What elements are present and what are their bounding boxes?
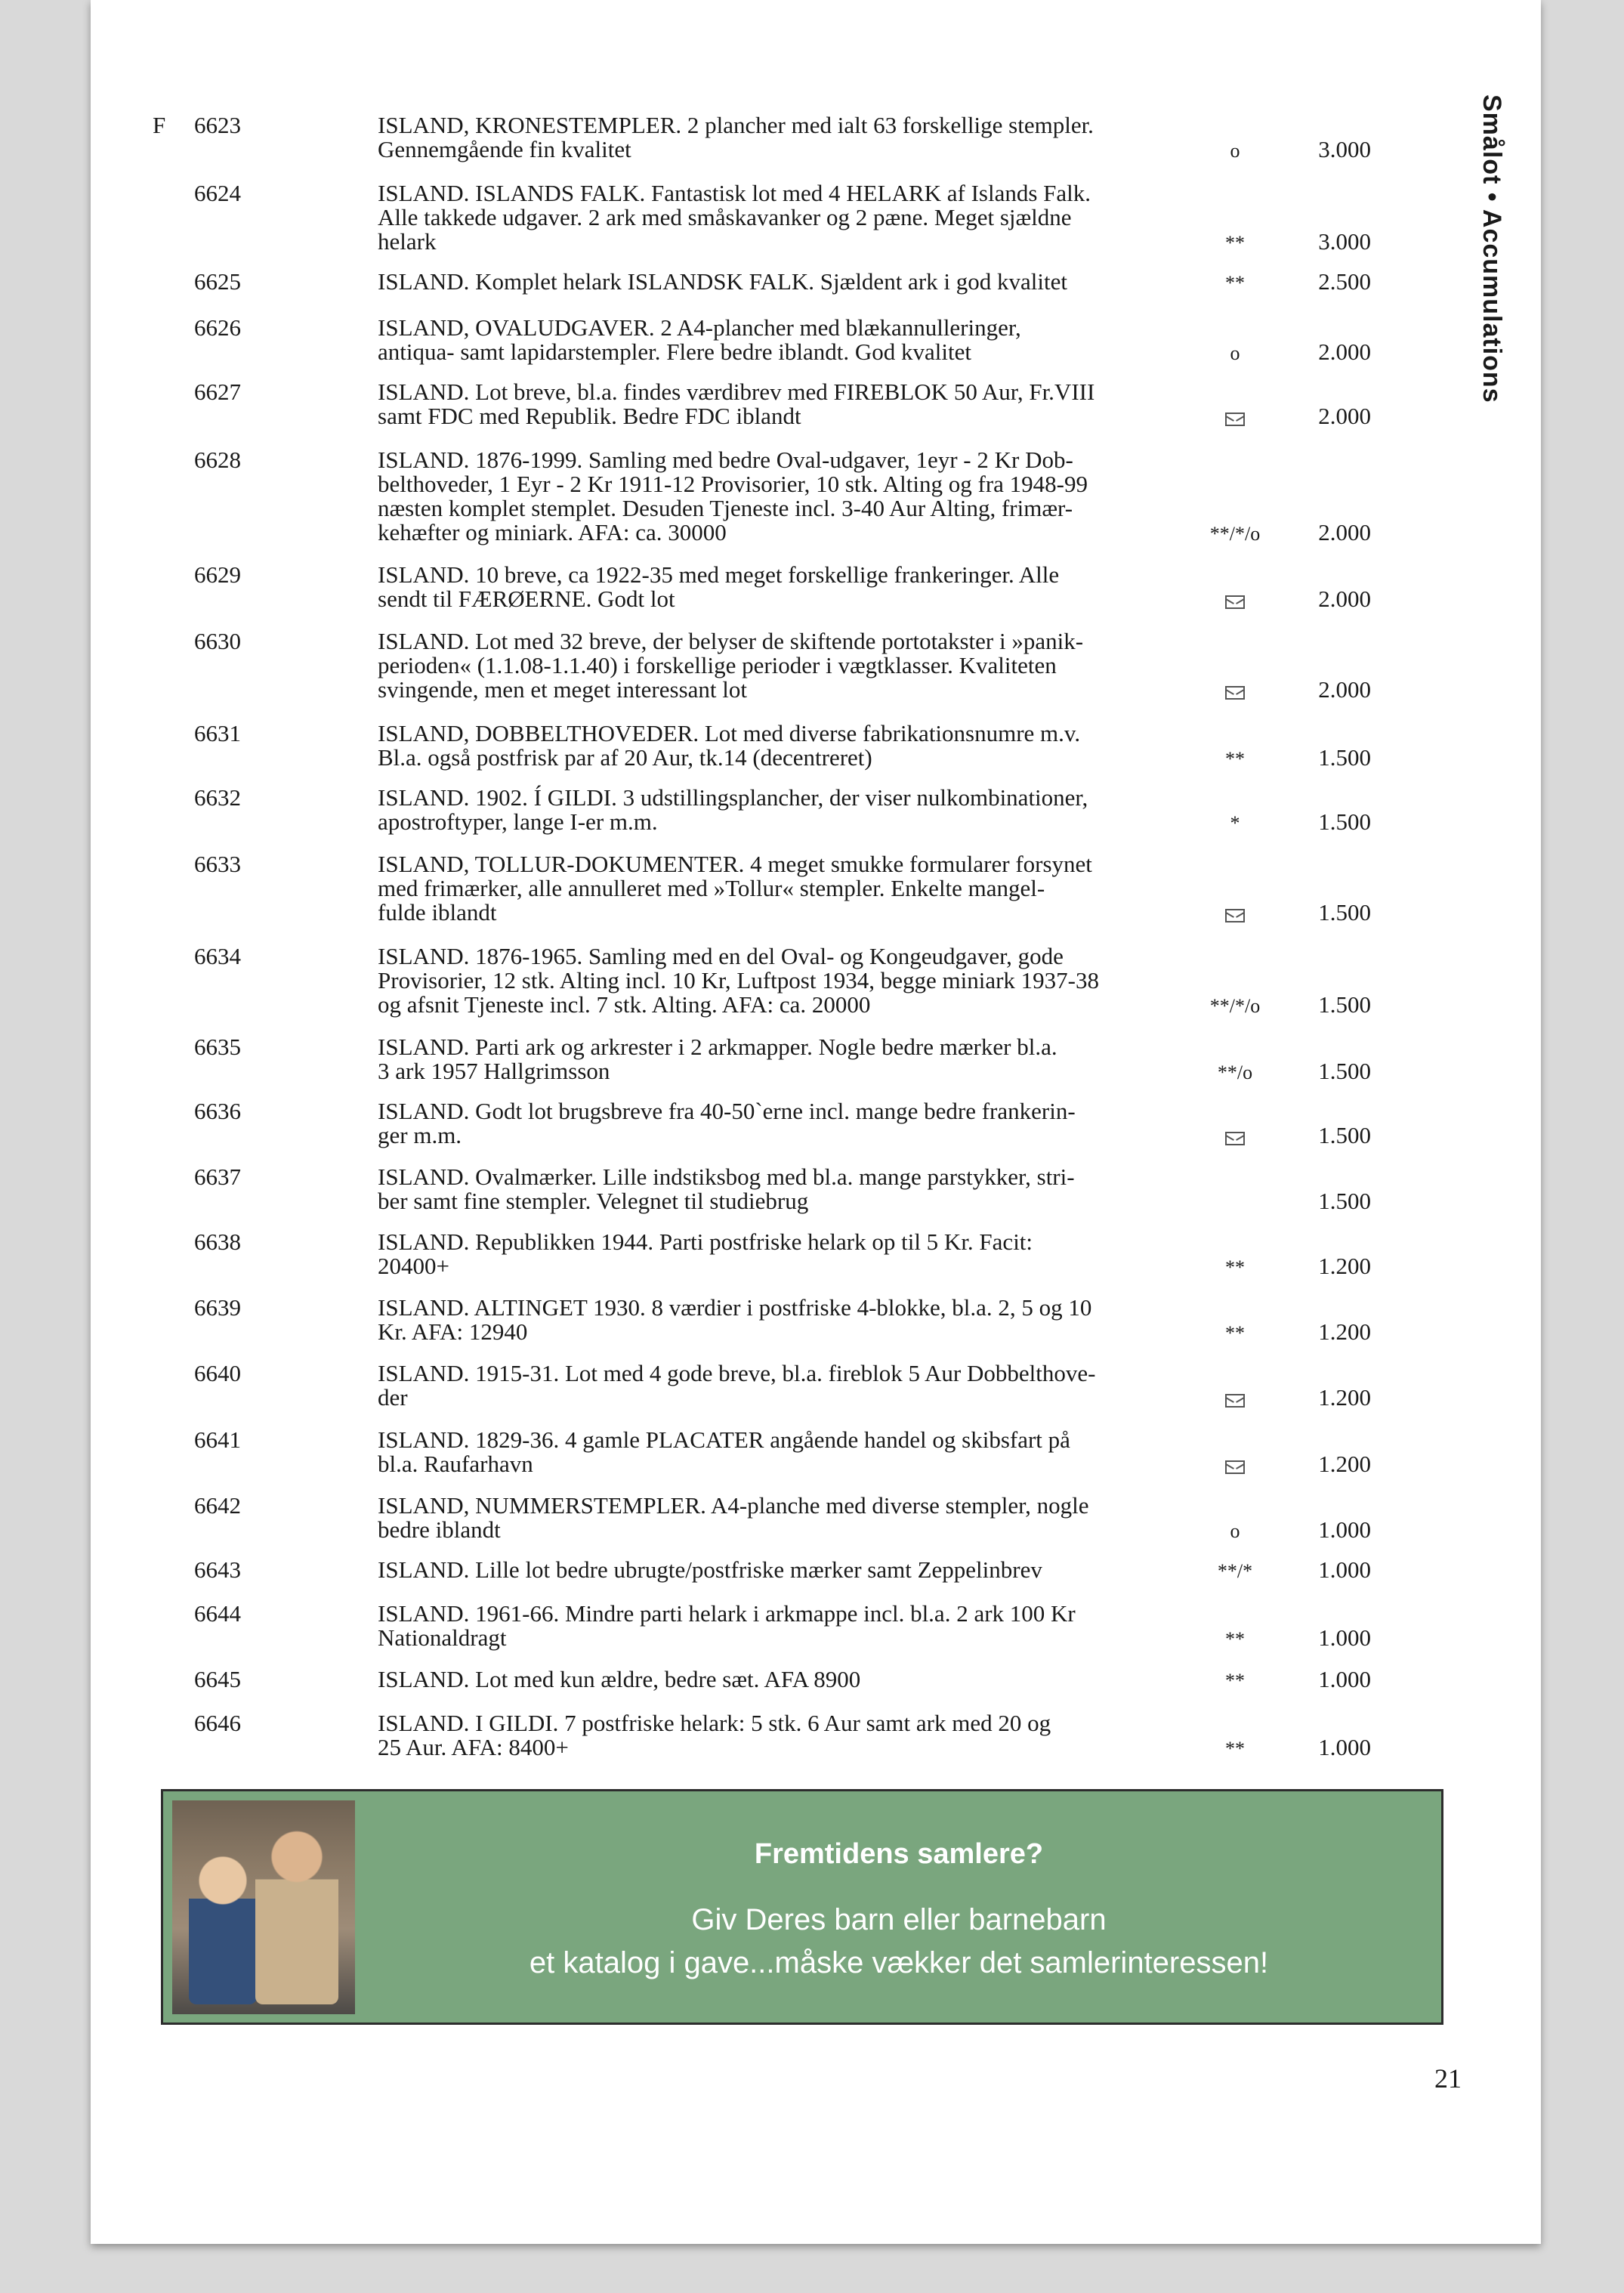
lot-description-line: ISLAND. ALTINGET 1930. 8 værdier i postfriske 4-blokke, bl.a. 2, 5 og 10 xyxy=(378,1294,1092,1321)
lot-description xyxy=(378,448,1303,545)
promo-banner xyxy=(161,1789,1443,2025)
lot-description xyxy=(378,1035,1303,1083)
banner-line-2: et katalog i gave...måske vækker det samlerinteressen! xyxy=(529,1946,1269,1979)
lot-description xyxy=(378,1602,1303,1650)
lot-condition: o xyxy=(1230,140,1240,162)
cover-envelope-icon xyxy=(1190,406,1280,430)
lot-description xyxy=(378,1667,1303,1692)
lot-price: 2.500 xyxy=(1318,268,1371,295)
lot-price: 2.000 xyxy=(1318,403,1371,429)
lot-price: 2.000 xyxy=(1318,338,1371,365)
lot-price: 2.000 xyxy=(1318,676,1371,703)
lot-number: 6634 xyxy=(194,943,241,969)
cover-envelope-icon xyxy=(1190,1454,1280,1478)
lot-description-line: ISLAND. 1915-31. Lot med 4 gode breve, bl.a. fireblok 5 Aur Dobbelthove- xyxy=(378,1360,1096,1386)
lot-description xyxy=(378,270,1303,294)
lot-condition: **/*/o xyxy=(1209,995,1261,1017)
lot-description-line: Kr. AFA: 12940 xyxy=(378,1318,528,1345)
lot-price: 3.000 xyxy=(1318,136,1371,162)
lot-price: 1.500 xyxy=(1318,991,1371,1018)
lot-price: 1.000 xyxy=(1318,1624,1371,1651)
lot-description xyxy=(378,1296,1303,1344)
lot-description xyxy=(378,181,1303,254)
lot-description-line: ISLAND, NUMMERSTEMPLER. A4-planche med diverse stempler, nogle xyxy=(378,1492,1089,1519)
lot-price: 1.200 xyxy=(1318,1451,1371,1477)
lot-description-line: ISLAND. Ovalmærker. Lille indstiksbog med bl.a. mange parstykker, stri- xyxy=(378,1163,1075,1190)
lot-description-line: Gennemgående fin kvalitet xyxy=(378,136,631,162)
lot-price: 1.000 xyxy=(1318,1666,1371,1692)
lot-description xyxy=(378,852,1303,925)
lot-description xyxy=(378,1361,1303,1410)
lot-description-line: ISLAND. Parti ark og arkrester i 2 arkmapper. Nogle bedre mærker bl.a. xyxy=(378,1034,1057,1060)
lot-price: 1.500 xyxy=(1318,744,1371,771)
lot-description-line: Alle takkede udgaver. 2 ark med småskavanker og 2 pæne. Meget sjældne xyxy=(378,204,1072,230)
lot-condition: ** xyxy=(1225,1628,1245,1650)
lot-number: 6643 xyxy=(194,1556,241,1583)
lot-description-line: ISLAND. ISLANDS FALK. Fantastisk lot med 4 HELARK af Islands Falk. xyxy=(378,180,1091,206)
lot-number: 6638 xyxy=(194,1228,241,1255)
lot-price: 1.000 xyxy=(1318,1516,1371,1543)
lot-description xyxy=(378,722,1303,770)
lot-number: 6636 xyxy=(194,1098,241,1124)
lot-condition: ** xyxy=(1225,1256,1245,1278)
lot-number: 6635 xyxy=(194,1034,241,1060)
lot-description-line: sendt til FÆRØERNE. Godt lot xyxy=(378,586,675,612)
cover-envelope-icon xyxy=(1190,1387,1280,1411)
lot-description xyxy=(378,944,1303,1017)
lot-description-line: belthoveder, 1 Eyr - 2 Kr 1911-12 Provisorier, 10 stk. Alting og fra 1948-99 xyxy=(378,471,1088,497)
lot-description-line: ISLAND. 1902. Í GILDI. 3 udstillingsplancher, der viser nulkombinationer, xyxy=(378,784,1088,811)
lot-description-line: antiqua- samt lapidarstempler. Flere bedre iblandt. God kvalitet xyxy=(378,338,971,365)
lot-price: 1.500 xyxy=(1318,1058,1371,1084)
lot-description-line: 25 Aur. AFA: 8400+ xyxy=(378,1734,569,1760)
lot-description-line: samt FDC med Republik. Bedre FDC iblandt xyxy=(378,403,801,429)
lot-number: 6646 xyxy=(194,1710,241,1736)
lot-description-line: Provisorier, 12 stk. Alting incl. 10 Kr, Luftpost 1934, begge miniark 1937-38 xyxy=(378,967,1099,994)
lot-number: 6645 xyxy=(194,1666,241,1692)
lot-description xyxy=(378,1558,1303,1582)
lot-price: 1.500 xyxy=(1318,899,1371,926)
lot-number: 6628 xyxy=(194,447,241,473)
lot-flag: F xyxy=(153,112,166,138)
lot-price: 2.000 xyxy=(1318,519,1371,545)
lot-price: 1.500 xyxy=(1318,1122,1371,1148)
lot-description-line: og afsnit Tjeneste incl. 7 stk. Alting. AFA: ca. 20000 xyxy=(378,991,871,1018)
lot-number: 6640 xyxy=(194,1360,241,1386)
lot-description-line: ISLAND. Lille lot bedre ubrugte/postfriske mærker samt Zeppelinbrev xyxy=(378,1556,1042,1583)
lot-description-line: kehæfter og miniark. AFA: ca. 30000 xyxy=(378,519,727,545)
lot-description-line: ISLAND. 1876-1965. Samling med en del Oval- og Kongeudgaver, gode xyxy=(378,943,1064,969)
banner-line-1: Giv Deres barn eller barnebarn xyxy=(691,1903,1107,1936)
lot-description xyxy=(378,316,1303,364)
lot-description-line: svingende, men et meget interessant lot xyxy=(378,676,747,703)
lot-price: 1.500 xyxy=(1318,1188,1371,1214)
lot-condition: * xyxy=(1230,812,1240,834)
lot-description-line: ISLAND. I GILDI. 7 postfriske helark: 5 stk. 6 Aur samt ark med 20 og xyxy=(378,1710,1051,1736)
lot-description-line: helark xyxy=(378,228,437,255)
lot-condition: **/o xyxy=(1217,1062,1253,1083)
lot-description-line: ISLAND. 1961-66. Mindre parti helark i arkmappe incl. bl.a. 2 ark 100 Kr xyxy=(378,1600,1076,1627)
cover-envelope-icon xyxy=(1190,1125,1280,1149)
photo-child-boy xyxy=(255,1831,338,2004)
lot-description-line: perioden« (1.1.08-1.1.40) i forskellige perioder i vægtklasser. Kvaliteten xyxy=(378,652,1057,678)
lot-description-line: ISLAND. 10 breve, ca 1922-35 med meget forskellige frankeringer. Alle xyxy=(378,561,1060,588)
lot-number: 6639 xyxy=(194,1294,241,1321)
lot-number: 6624 xyxy=(194,180,241,206)
lot-description-line: næsten komplet stemplet. Desuden Tjeneste incl. 3-40 Aur Alting, frimær- xyxy=(378,495,1073,521)
lot-description xyxy=(378,1711,1303,1760)
lot-price: 1.200 xyxy=(1318,1318,1371,1345)
banner-title: Fremtidens samlere? xyxy=(754,1838,1044,1870)
lot-condition: ** xyxy=(1225,1738,1245,1760)
lot-description-line: bedre iblandt xyxy=(378,1516,501,1543)
lot-price: 2.000 xyxy=(1318,586,1371,612)
lot-condition: ** xyxy=(1225,272,1245,294)
lot-description-line: ISLAND. Godt lot brugsbreve fra 40-50`erne incl. mange bedre frankerin- xyxy=(378,1098,1076,1124)
children-photo xyxy=(172,1800,355,2014)
lot-number: 6642 xyxy=(194,1492,241,1519)
lot-condition: ** xyxy=(1225,1670,1245,1692)
lot-number: 6625 xyxy=(194,268,241,295)
lot-condition: ** xyxy=(1225,232,1245,254)
lot-description-line: ISLAND, OVALUDGAVER. 2 A4-plancher med blækannulleringer, xyxy=(378,314,1021,341)
lot-description xyxy=(378,113,1303,162)
lot-description xyxy=(378,380,1303,428)
catalog-page xyxy=(91,0,1541,2244)
lot-condition: o xyxy=(1230,1520,1240,1542)
lot-number: 6644 xyxy=(194,1600,241,1627)
lot-price: 1.500 xyxy=(1318,808,1371,835)
lot-description-line: ger m.m. xyxy=(378,1122,462,1148)
lot-description-line: fulde iblandt xyxy=(378,899,497,926)
lot-price: 1.000 xyxy=(1318,1556,1371,1583)
lot-description-line: ISLAND, DOBBELTHOVEDER. Lot med diverse fabrikationsnumre m.v. xyxy=(378,720,1081,746)
lot-description-line: ISLAND. Lot med kun ældre, bedre sæt. AFA 8900 xyxy=(378,1666,861,1692)
lot-price: 1.000 xyxy=(1318,1734,1371,1760)
cover-envelope-icon xyxy=(1190,589,1280,613)
lot-description-line: ISLAND. Lot breve, bl.a. findes værdibrev med FIREBLOK 50 Aur, Fr.VIII xyxy=(378,379,1095,405)
lot-description xyxy=(378,563,1303,611)
lot-number: 6627 xyxy=(194,379,241,405)
lot-number: 6633 xyxy=(194,851,241,877)
lot-condition: ** xyxy=(1225,748,1245,770)
lot-description xyxy=(378,1230,1303,1278)
lot-description xyxy=(378,629,1303,702)
lot-number: 6629 xyxy=(194,561,241,588)
lot-description-line: apostroftyper, lange I-er m.m. xyxy=(378,808,658,835)
lot-description-line: ber samt fine stempler. Velegnet til studiebrug xyxy=(378,1188,809,1214)
lot-description xyxy=(378,1165,1303,1213)
lot-condition: o xyxy=(1230,342,1240,364)
lot-description xyxy=(378,1099,1303,1148)
photo-child-girl xyxy=(189,1853,257,2004)
lot-description-line: Nationaldragt xyxy=(378,1624,507,1651)
lot-description-line: ISLAND, KRONESTEMPLER. 2 plancher med ialt 63 forskellige stempler. xyxy=(378,112,1094,138)
lot-description-line: der xyxy=(378,1384,408,1411)
lot-description-line: 3 ark 1957 Hallgrimsson xyxy=(378,1058,610,1084)
lot-description-line: ISLAND. 1876-1999. Samling med bedre Oval-udgaver, 1eyr - 2 Kr Dob- xyxy=(378,447,1073,473)
lot-price: 1.200 xyxy=(1318,1253,1371,1279)
lot-description-line: 20400+ xyxy=(378,1253,449,1279)
lot-number: 6637 xyxy=(194,1163,241,1190)
lot-description-line: ISLAND. Komplet helark ISLANDSK FALK. Sjældent ark i god kvalitet xyxy=(378,268,1067,295)
lot-description xyxy=(378,1494,1303,1542)
lot-description-line: Bl.a. også postfrisk par af 20 Aur, tk.14 (decentreret) xyxy=(378,744,872,771)
lot-price: 3.000 xyxy=(1318,228,1371,255)
lot-description-line: ISLAND. Lot med 32 breve, der belyser de skiftende portotakster i »panik- xyxy=(378,628,1084,654)
lot-description-line: ISLAND. 1829-36. 4 gamle PLACATER angående handel og skibsfart på xyxy=(378,1426,1070,1453)
lot-number: 6626 xyxy=(194,314,241,341)
lot-description-line: med frimærker, alle annulleret med »Tollur« stempler. Enkelte mangel- xyxy=(378,875,1045,901)
lot-number: 6641 xyxy=(194,1426,241,1453)
lot-description xyxy=(378,1428,1303,1476)
lot-number: 6623 xyxy=(194,112,241,138)
cover-envelope-icon xyxy=(1190,679,1280,703)
section-side-title: Smålot • Accumulations xyxy=(1477,94,1506,403)
lot-condition: **/* xyxy=(1217,1560,1253,1582)
lot-condition: **/*/o xyxy=(1209,523,1261,545)
lot-price: 1.200 xyxy=(1318,1384,1371,1411)
lot-number: 6632 xyxy=(194,784,241,811)
lot-condition: ** xyxy=(1225,1322,1245,1344)
lot-description xyxy=(378,786,1303,834)
lot-description-line: ISLAND. Republikken 1944. Parti postfriske helark op til 5 Kr. Facit: xyxy=(378,1228,1033,1255)
lot-number: 6631 xyxy=(194,720,241,746)
lot-description-line: bl.a. Raufarhavn xyxy=(378,1451,533,1477)
cover-envelope-icon xyxy=(1190,902,1280,926)
lot-description-line: ISLAND, TOLLUR-DOKUMENTER. 4 meget smukke formularer forsynet xyxy=(378,851,1092,877)
page-number: 21 xyxy=(1434,2063,1462,2094)
lot-number: 6630 xyxy=(194,628,241,654)
